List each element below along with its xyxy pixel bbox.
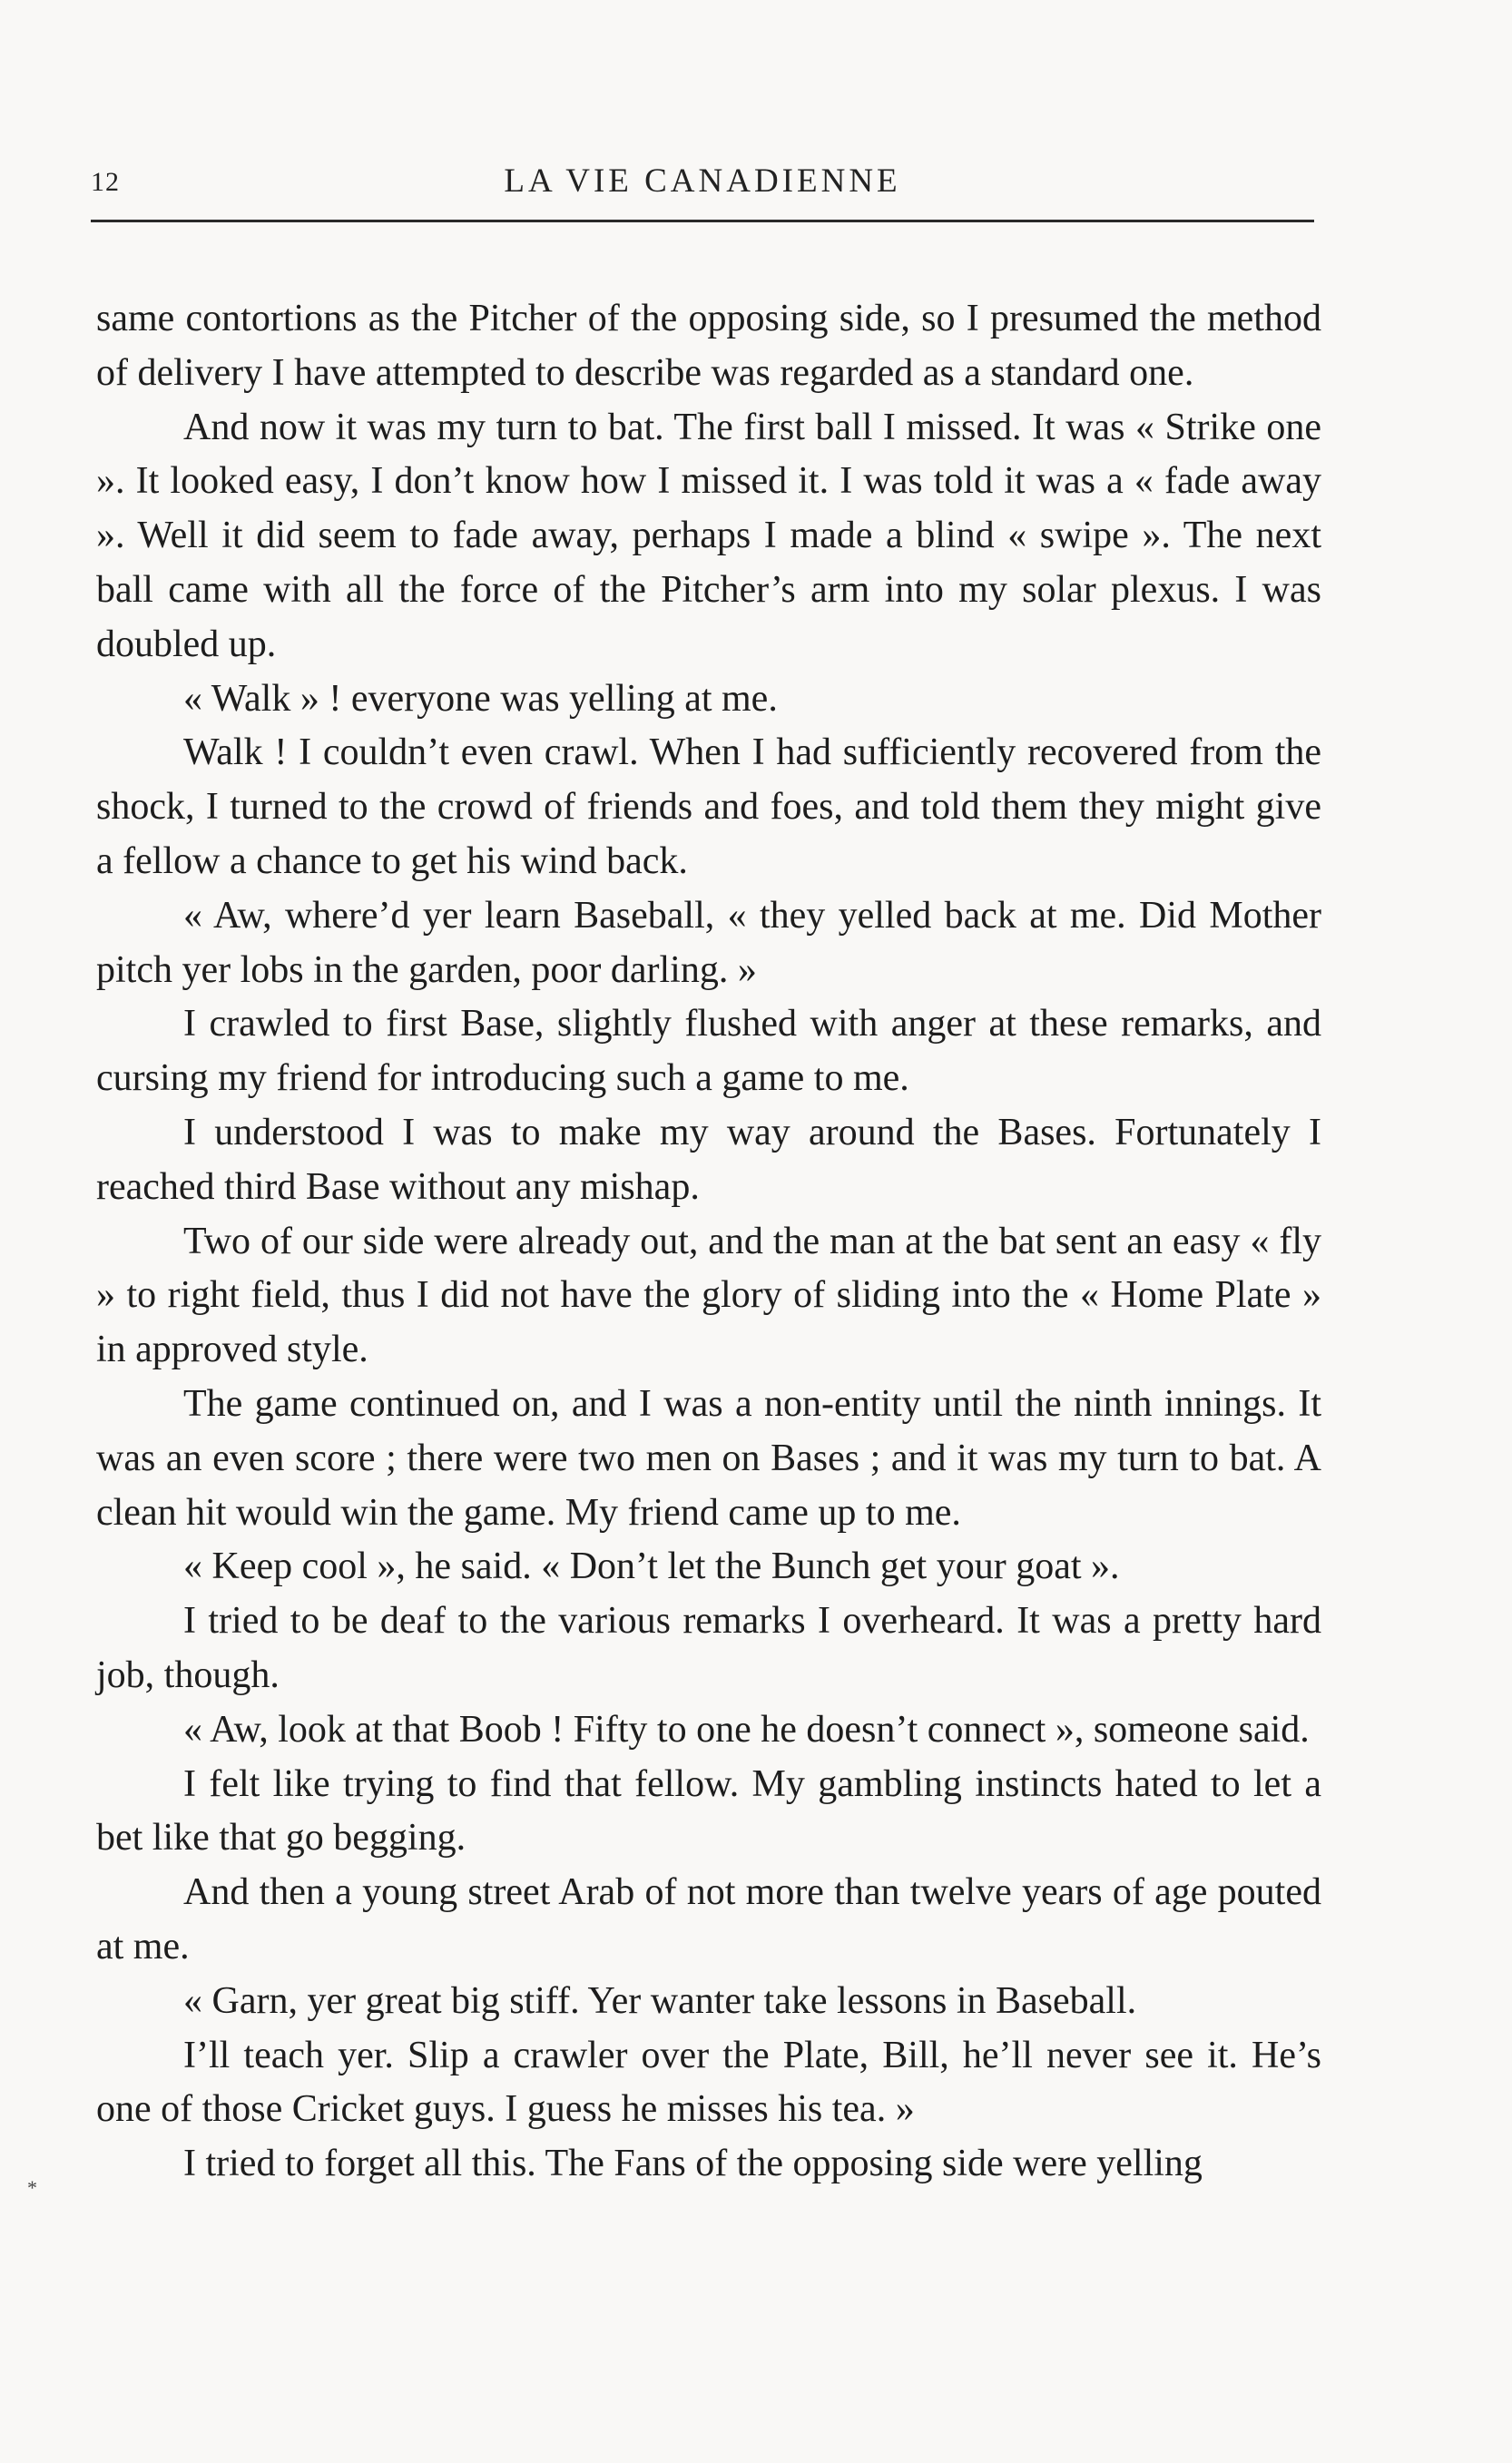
paragraph-2: And now it was my turn to bat. The first ball I missed. It was « Strike one ». It looked easy, I don’t know how I missed it. I was told it was a « fade away ». Well it did seem to fade away, perhaps I made a blind « swipe ». The next ball came with all the force of the Pitcher’s arm into my solar plexus. I was doubled up.	[96, 406, 1321, 665]
paragraph-9: The game continued on, and I was a non-entity until the ninth innings. It was an even score ; there were two men on Bases ; and it was my turn to bat. A clean hit would win the game. My friend came up to me.	[96, 1382, 1321, 1534]
paragraph-15: « Garn, yer great big stiff. Yer wanter take lessons in Baseball.	[183, 1979, 1137, 2022]
paragraph-16: I’ll teach yer. Slip a crawler over the Plate, Bill, he’ll never see it. He’s one of those Cricket guys. I guess he misses his tea. »	[96, 2034, 1321, 2131]
page-header	[91, 158, 1314, 212]
paragraph-6: I crawled to first Base, slightly flushed with anger at these remarks, and cursing my friend for introducing such a game to me.	[96, 1003, 1321, 1100]
page-number: 12	[91, 167, 120, 197]
paragraph-14: And then a young street Arab of not more than twelve years of age pouted at me.	[96, 1871, 1321, 1967]
paragraph-7: I understood I was to make my way around the Bases. Fortunately I reached third Base without any mishap.	[96, 1111, 1321, 1208]
paragraph-1: same contortions as the Pitcher of the opposing side, so I presumed the method of delivery I have attempted to describe was regarded as a standard one.	[96, 298, 1321, 394]
header-rule	[91, 220, 1314, 222]
paragraph-4: Walk ! I couldn’t even crawl. When I had sufficiently recovered from the shock, I turned to the crowd of friends and foes, and told them they might give a fellow a chance to get his wind back.	[96, 731, 1321, 882]
paragraph-13: I felt like trying to find that fellow. My gambling instincts hated to let a bet like that go begging.	[96, 1762, 1321, 1860]
paragraph-12: « Aw, look at that Boob ! Fifty to one he doesn’t connect », someone said.	[183, 1708, 1310, 1751]
paragraph-11: I tried to be deaf to the various remarks I overheard. It was a pretty hard job, though.	[96, 1600, 1321, 1696]
paragraph-8: Two of our side were already out, and the man at the bat sent an easy « fly » to right field, thus I did not have the glory of sliding into the « Home Plate » in approved style.	[96, 1220, 1321, 1371]
paragraph-17: I tried to forget all this. The Fans of the opposing side were yelling	[183, 2143, 1203, 2185]
paragraph-3: « Walk » ! everyone was yelling at me.	[183, 677, 778, 720]
paragraph-5: « Aw, where’d yer learn Baseball, « they yelled back at me. Did Mother pitch yer lobs in the garden, poor darling. »	[96, 894, 1321, 991]
paragraph-10: « Keep cool », he said. « Don’t let the Bunch get your goat ».	[183, 1546, 1120, 1588]
running-title: LA VIE CANADIENNE	[504, 162, 901, 200]
body-text	[96, 292, 1321, 2192]
margin-mark: *	[27, 2176, 37, 2199]
